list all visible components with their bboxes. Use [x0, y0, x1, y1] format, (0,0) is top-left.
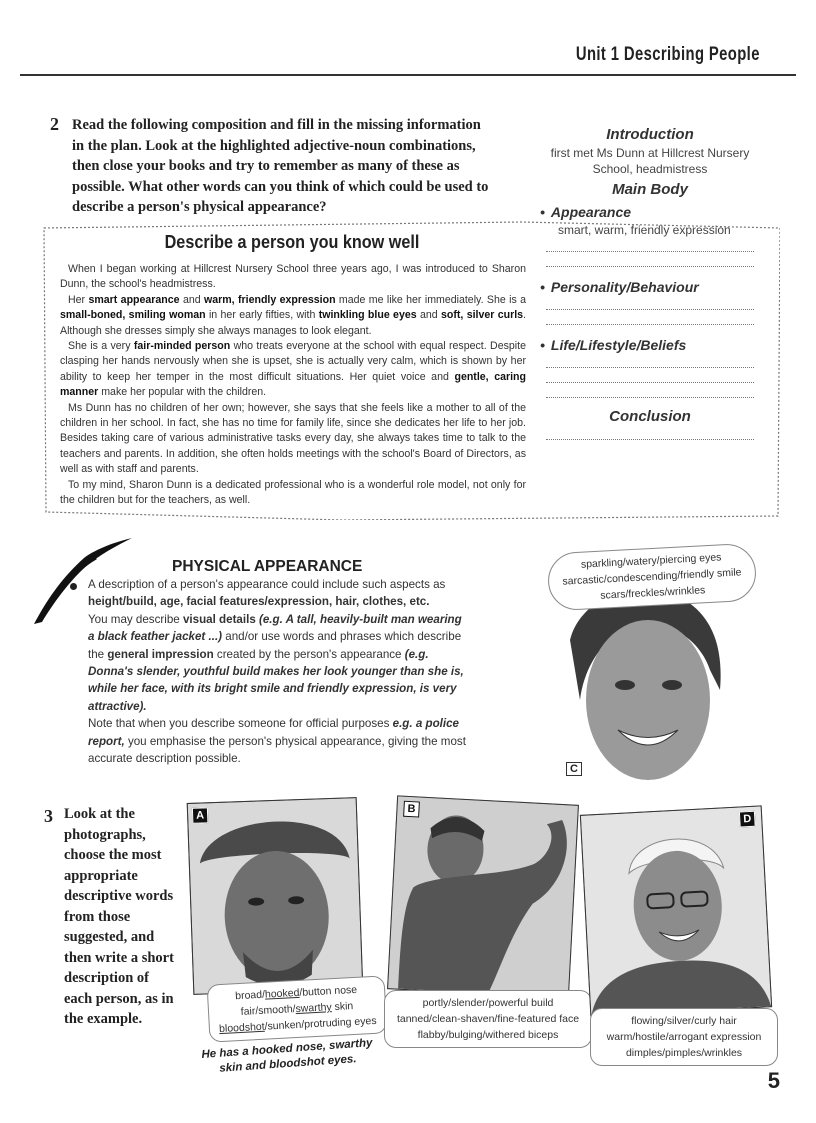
photo-a-tag: A [192, 807, 209, 824]
photo-a-caption [207, 975, 388, 1042]
photo-b-option-2: tanned/clean-shaven/fine-featured face [396, 1013, 580, 1025]
task2-instructions: Read the following composition and fill in the missing information in the plan. Look at the highlighted adjective-noun combinations, then close your books and try to remember as many of these as possible. What other words can you think of which could be used to describe a person's physical appearance? [72, 117, 489, 215]
photo-d-caption [590, 1008, 778, 1066]
plan-introduction-text: first met Ms Dunn at Hillcrest Nursery School, headmistress [550, 146, 750, 176]
plan-introduction-label: Introduction [606, 126, 694, 143]
plan-conclusion-label: Conclusion [609, 408, 691, 425]
plan-appearance-label: • Appearance [540, 204, 760, 220]
photo-a-option-1: broad/hooked/button nose [234, 983, 358, 1003]
bodybuilder-photo [388, 796, 578, 997]
photo-b-tag: B [403, 801, 420, 818]
plan-blank-line[interactable] [546, 252, 754, 267]
plan-blank-line[interactable] [546, 237, 754, 252]
task3-instructions: Look at the photographs, choose the most appropriate descriptive words from those suggested, and then write a short description of each person, as in the example. [64, 806, 174, 1027]
plan-main-body-label: Main Body [612, 181, 688, 198]
plan-blank-line[interactable] [546, 383, 754, 398]
physical-appearance-text [88, 576, 468, 767]
physical-appearance-heading: PHYSICAL APPEARANCE [172, 558, 363, 575]
photo-a-option-2: fair/smooth/swarthy skin [240, 1000, 354, 1018]
task3-number: 3 [44, 806, 53, 826]
plan-blank-line[interactable] [546, 425, 754, 440]
bullet-icon [70, 583, 77, 590]
smiling-elderly-man-photo [581, 806, 771, 1015]
pa-paragraph-2: You may describe visual details (e.g. A tall, heavily-built man wearing a black feather jacket ...) and/or use words and phrases which describe the general impression created by the person's appearance (e.g. Donna's slender, youthful build makes her look younger than she is, while her face, with its bright smile and friendly expression, is very attractive). [88, 612, 464, 713]
photo-b-option-1: portly/slender/powerful build [422, 997, 554, 1009]
photo-a-option-3: bloodshot/sunken/protruding eyes [218, 1014, 377, 1036]
photo-b [387, 795, 579, 998]
photo-b-caption [384, 990, 592, 1048]
header-rule [20, 74, 796, 76]
unit-title: Unit 1 Describing People [576, 44, 760, 65]
photo-c-option-1: sparkling/watery/piercing eyes [580, 551, 722, 571]
composition-title: Describe a person you know well [164, 232, 420, 252]
plan-blank-line[interactable] [546, 295, 754, 310]
composition-paragraph-1: When I began working at Hillcrest Nursery School three years ago, I was introduced to Sharon Dunn, the school's headmistress. [60, 263, 526, 291]
task3-example: He has a hooked nose, swarthy skin and bloodshot eyes. [201, 1037, 373, 1075]
turbaned-man-photo [188, 798, 363, 994]
composition-paragraph-5: To my mind, Sharon Dunn is a dedicated professional who is a wonderful role model, not only for the children but for the teachers, as well. [60, 478, 526, 507]
task2-number: 2 [50, 114, 59, 134]
photo-d-option-1: flowing/silver/curly hair [631, 1015, 737, 1027]
page-number: 5 [767, 1068, 780, 1093]
photo-c-option-3: scars/freckles/wrinkles [600, 584, 706, 602]
composition-plan [540, 126, 760, 440]
photo-c-option-2: sarcastic/condescending/friendly smile [562, 566, 742, 588]
photo-c [560, 580, 732, 790]
composition-paragraph-2: Her smart appearance and warm, friendly expression made me like her immediately. She is a small-boned, smiling woman in her early fifties, with twinkling blue eyes and soft, silver curls. Although she dresses simply she always manages to look elegant. [60, 293, 527, 337]
photo-d-option-2: warm/hostile/arrogant expression [606, 1031, 762, 1043]
plan-appearance-text: smart, warm, friendly expression [558, 223, 731, 237]
plan-blank-line[interactable] [546, 310, 754, 325]
photo-b-option-3: flabby/bulging/withered biceps [417, 1029, 559, 1041]
photo-d-option-3: dimples/pimples/wrinkles [625, 1047, 743, 1059]
smiling-woman-photo [560, 580, 732, 790]
pa-paragraph-3: Note that when you describe someone for official purposes e.g. a police report, you emphasise the person's physical appearance, giving the most accurate description possible. [88, 717, 466, 766]
plan-life-label: • Life/Lifestyle/Beliefs [540, 337, 760, 353]
plan-blank-line[interactable] [546, 353, 754, 368]
pa-paragraph-1: A description of a person's appearance could include such aspects as height/build, age, facial features/expression, hair, clothes, etc. [88, 578, 446, 609]
composition-paragraph-4: Ms Dunn has no children of her own; however, she says that she feels like a mother to all of the children in her school. In fact, she has no time for family life, since she dedicates her life to her job. Besides taking care of various administrative tasks every day, she always takes time to talk to the teachers and parents. In addition, she often holds meetings with the school's Board of Directors, as well as with staff and parents. [60, 401, 526, 476]
photo-c-caption [547, 543, 758, 612]
photo-d [580, 805, 772, 1016]
composition-text [60, 262, 526, 509]
plan-blank-line[interactable] [546, 368, 754, 383]
composition-paragraph-3: She is a very fair-minded person who treats everyone at the school with equal respect. Despite clasping her hands nervously when she is upset, she is actually very calm, which is shown by her ability to keep her temper in the most difficult situations. Her quiet voice and gentle, caring manner make her popular with the children. [60, 340, 527, 399]
photo-a [187, 797, 364, 995]
photo-c-tag: C [566, 762, 582, 776]
photo-d-tag: D [739, 811, 756, 828]
plan-personality-label: • Personality/Behaviour [540, 279, 760, 295]
